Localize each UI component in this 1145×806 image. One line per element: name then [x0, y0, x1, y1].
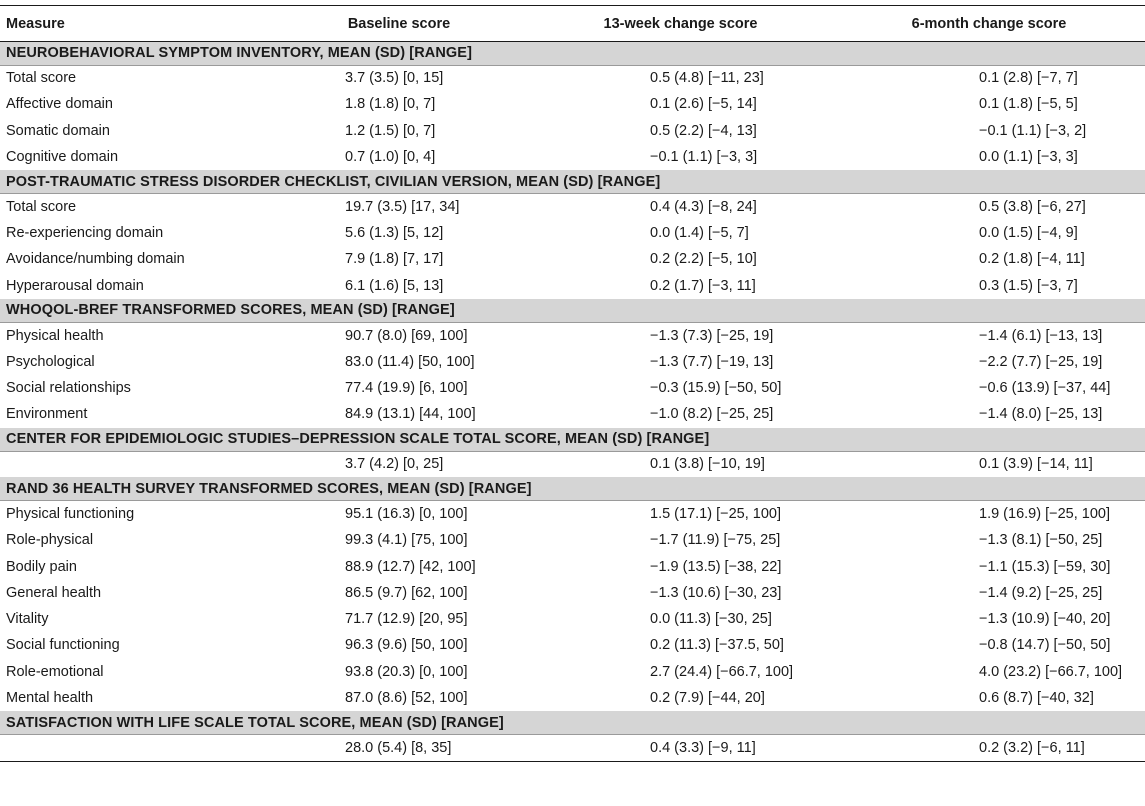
week13-change-cell: 0.2 (1.7) [−3, 11] [650, 277, 756, 294]
measure-cell: Re-experiencing domain [6, 225, 164, 242]
table-row [0, 273, 1145, 299]
baseline-cell: 96.3 (9.6) [50, 100] [345, 637, 468, 654]
measure-cell: Somatic domain [6, 122, 110, 139]
month6-change-cell: −0.6 (13.9) [−37, 44] [979, 380, 1111, 397]
measure-cell: Bodily pain [6, 558, 77, 575]
table-row [0, 65, 1145, 91]
measure-cell: Environment [6, 406, 88, 423]
header-6-month: 6-month change score [833, 6, 1145, 42]
month6-change-cell: 0.1 (3.9) [−14, 11] [979, 456, 1093, 473]
week13-change-cell: 0.5 (4.8) [−11, 23] [650, 70, 764, 87]
baseline-cell: 90.7 (8.0) [69, 100] [345, 327, 468, 344]
month6-change-cell: −1.4 (6.1) [−13, 13] [979, 327, 1103, 344]
section-title: WHOQOL-BREF TRANSFORMED SCORES, MEAN (SD) [RANGE] [0, 299, 1145, 323]
baseline-cell: 95.1 (16.3) [0, 100] [345, 506, 468, 523]
table-row [0, 527, 1145, 553]
baseline-cell: 71.7 (12.9) [20, 95] [345, 611, 468, 628]
measure-cell [0, 735, 270, 761]
week13-change-cell: −0.3 (15.9) [−50, 50] [650, 380, 782, 397]
table-body [0, 42, 1145, 762]
section-header-row [0, 42, 1145, 66]
baseline-cell: 1.2 (1.5) [0, 7] [345, 122, 436, 139]
baseline-cell: 77.4 (19.9) [6, 100] [345, 380, 468, 397]
measure-cell: General health [6, 584, 102, 601]
month6-change-cell: 0.0 (1.1) [−3, 3] [979, 149, 1078, 166]
section-header-row [0, 477, 1145, 501]
month6-change-cell: 0.5 (3.8) [−6, 27] [979, 199, 1086, 216]
header-13-week: 13-week change score [528, 6, 833, 42]
table-row [0, 401, 1145, 427]
month6-change-cell: −0.1 (1.1) [−3, 2] [979, 122, 1087, 139]
month6-change-cell: −1.3 (8.1) [−50, 25] [979, 532, 1103, 549]
baseline-cell: 0.7 (1.0) [0, 4] [345, 149, 436, 166]
baseline-cell: 28.0 (5.4) [8, 35] [270, 735, 528, 761]
section-title: NEUROBEHAVIORAL SYMPTOM INVENTORY, MEAN (SD) [RANGE] [0, 42, 1145, 66]
section-header-row [0, 428, 1145, 452]
section-header-row [0, 711, 1145, 735]
header-baseline: Baseline score [270, 6, 528, 42]
section-header-row [0, 299, 1145, 323]
week13-change-cell: 0.1 (2.6) [−5, 14] [650, 96, 757, 113]
month6-change-cell: −1.3 (10.9) [−40, 20] [979, 611, 1111, 628]
measure-cell: Avoidance/numbing domain [6, 251, 185, 268]
measure-cell: Cognitive domain [6, 149, 119, 166]
week13-change-cell: −0.1 (1.1) [−3, 3] [650, 149, 758, 166]
measure-cell: Mental health [6, 690, 94, 707]
baseline-cell: 84.9 (13.1) [44, 100] [345, 406, 476, 423]
baseline-cell: 19.7 (3.5) [17, 34] [345, 199, 460, 216]
header-measure: Measure [0, 6, 270, 42]
baseline-cell: 6.1 (1.6) [5, 13] [345, 277, 444, 294]
table-row [0, 246, 1145, 272]
measure-cell: Role-physical [6, 532, 94, 549]
baseline-cell: 87.0 (8.6) [52, 100] [345, 690, 468, 707]
table-row [0, 659, 1145, 685]
section-title: SATISFACTION WITH LIFE SCALE TOTAL SCORE, MEAN (SD) [RANGE] [0, 711, 1145, 735]
week13-change-cell: −1.3 (7.3) [−25, 19] [650, 327, 774, 344]
table-row [0, 322, 1145, 348]
month6-change-cell: 0.1 (1.8) [−5, 5] [979, 96, 1078, 113]
table-row [0, 375, 1145, 401]
month6-change-cell: 0.2 (3.2) [−6, 11] [833, 735, 1145, 761]
measure-cell: Vitality [6, 611, 49, 628]
baseline-cell: 99.3 (4.1) [75, 100] [345, 532, 468, 549]
measure-cell: Total score [6, 70, 77, 87]
month6-change-cell: −2.2 (7.7) [−25, 19] [979, 353, 1103, 370]
table-row [0, 451, 1145, 477]
measure-cell: Role-emotional [6, 663, 104, 680]
week13-change-cell: −1.3 (10.6) [−30, 23] [650, 584, 782, 601]
month6-change-cell: 0.3 (1.5) [−3, 7] [979, 277, 1078, 294]
section-title: POST-TRAUMATIC STRESS DISORDER CHECKLIST, CIVILIAN VERSION, MEAN (SD) [RANGE] [0, 170, 1145, 194]
week13-change-cell: 0.5 (2.2) [−4, 13] [650, 122, 757, 139]
month6-change-cell: −0.8 (14.7) [−50, 50] [979, 637, 1111, 654]
measure-cell: Hyperarousal domain [6, 277, 144, 294]
table-row [0, 553, 1145, 579]
measure-cell: Physical functioning [6, 506, 135, 523]
month6-change-cell: 0.2 (1.8) [−4, 11] [979, 251, 1085, 268]
results-table [0, 5, 1145, 762]
week13-change-cell: 0.4 (3.3) [−9, 11] [528, 735, 833, 761]
baseline-cell: 86.5 (9.7) [62, 100] [345, 584, 468, 601]
header-row [0, 6, 1145, 42]
baseline-cell: 93.8 (20.3) [0, 100] [345, 663, 468, 680]
week13-change-cell: 0.2 (11.3) [−37.5, 50] [650, 637, 784, 654]
week13-change-cell: 0.2 (7.9) [−44, 20] [650, 690, 765, 707]
baseline-cell: 7.9 (1.8) [7, 17] [345, 251, 444, 268]
measure-cell: Total score [6, 199, 77, 216]
section-header-row [0, 170, 1145, 194]
table-row [0, 632, 1145, 658]
table-row [0, 580, 1145, 606]
baseline-cell: 3.7 (3.5) [0, 15] [345, 70, 444, 87]
measure-cell: Physical health [6, 327, 104, 344]
measure-cell: Affective domain [6, 96, 113, 113]
week13-change-cell: −1.0 (8.2) [−25, 25] [650, 406, 774, 423]
week13-change-cell: 0.0 (1.4) [−5, 7] [650, 225, 749, 242]
month6-change-cell: 0.0 (1.5) [−4, 9] [979, 225, 1078, 242]
month6-change-cell: −1.1 (15.3) [−59, 30] [979, 558, 1111, 575]
table-row [0, 194, 1145, 220]
week13-change-cell: −1.7 (11.9) [−75, 25] [650, 532, 781, 549]
month6-change-cell: 0.1 (2.8) [−7, 7] [979, 70, 1078, 87]
table-row [0, 501, 1145, 527]
baseline-cell: 83.0 (11.4) [50, 100] [345, 353, 475, 370]
baseline-cell: 5.6 (1.3) [5, 12] [345, 225, 444, 242]
week13-change-cell: −1.3 (7.7) [−19, 13] [650, 353, 774, 370]
measure-cell [0, 451, 270, 477]
section-title: RAND 36 HEALTH SURVEY TRANSFORMED SCORES, MEAN (SD) [RANGE] [0, 477, 1145, 501]
month6-change-cell: −1.4 (9.2) [−25, 25] [979, 584, 1103, 601]
month6-change-cell: 4.0 (23.2) [−66.7, 100] [979, 663, 1123, 680]
month6-change-cell: 1.9 (16.9) [−25, 100] [979, 506, 1110, 523]
measure-cell: Psychological [6, 353, 95, 370]
baseline-cell: 88.9 (12.7) [42, 100] [345, 558, 476, 575]
table-row [0, 91, 1145, 117]
table-row [0, 220, 1145, 246]
week13-change-cell: 1.5 (17.1) [−25, 100] [650, 506, 781, 523]
week13-change-cell: 0.2 (2.2) [−5, 10] [650, 251, 757, 268]
week13-change-cell: 2.7 (24.4) [−66.7, 100] [650, 663, 794, 680]
measure-cell: Social functioning [6, 637, 120, 654]
month6-change-cell: −1.4 (8.0) [−25, 13] [979, 406, 1103, 423]
week13-change-cell: 0.4 (4.3) [−8, 24] [650, 199, 757, 216]
baseline-cell: 1.8 (1.8) [0, 7] [345, 96, 436, 113]
table-row [0, 685, 1145, 711]
week13-change-cell: 0.0 (11.3) [−30, 25] [650, 611, 772, 628]
month6-change-cell: 0.6 (8.7) [−40, 32] [979, 690, 1094, 707]
week13-change-cell: −1.9 (13.5) [−38, 22] [650, 558, 782, 575]
table-row [0, 735, 1145, 761]
table-row [0, 606, 1145, 632]
section-title: CENTER FOR EPIDEMIOLOGIC STUDIES–DEPRESSION SCALE TOTAL SCORE, MEAN (SD) [RANGE] [0, 428, 1145, 452]
table-row [0, 349, 1145, 375]
table-header [0, 6, 1145, 42]
week13-change-cell: 0.1 (3.8) [−10, 19] [650, 456, 765, 473]
table-row [0, 144, 1145, 170]
table-row [0, 118, 1145, 144]
measure-cell: Social relationships [6, 380, 131, 397]
baseline-cell: 3.7 (4.2) [0, 25] [345, 456, 444, 473]
